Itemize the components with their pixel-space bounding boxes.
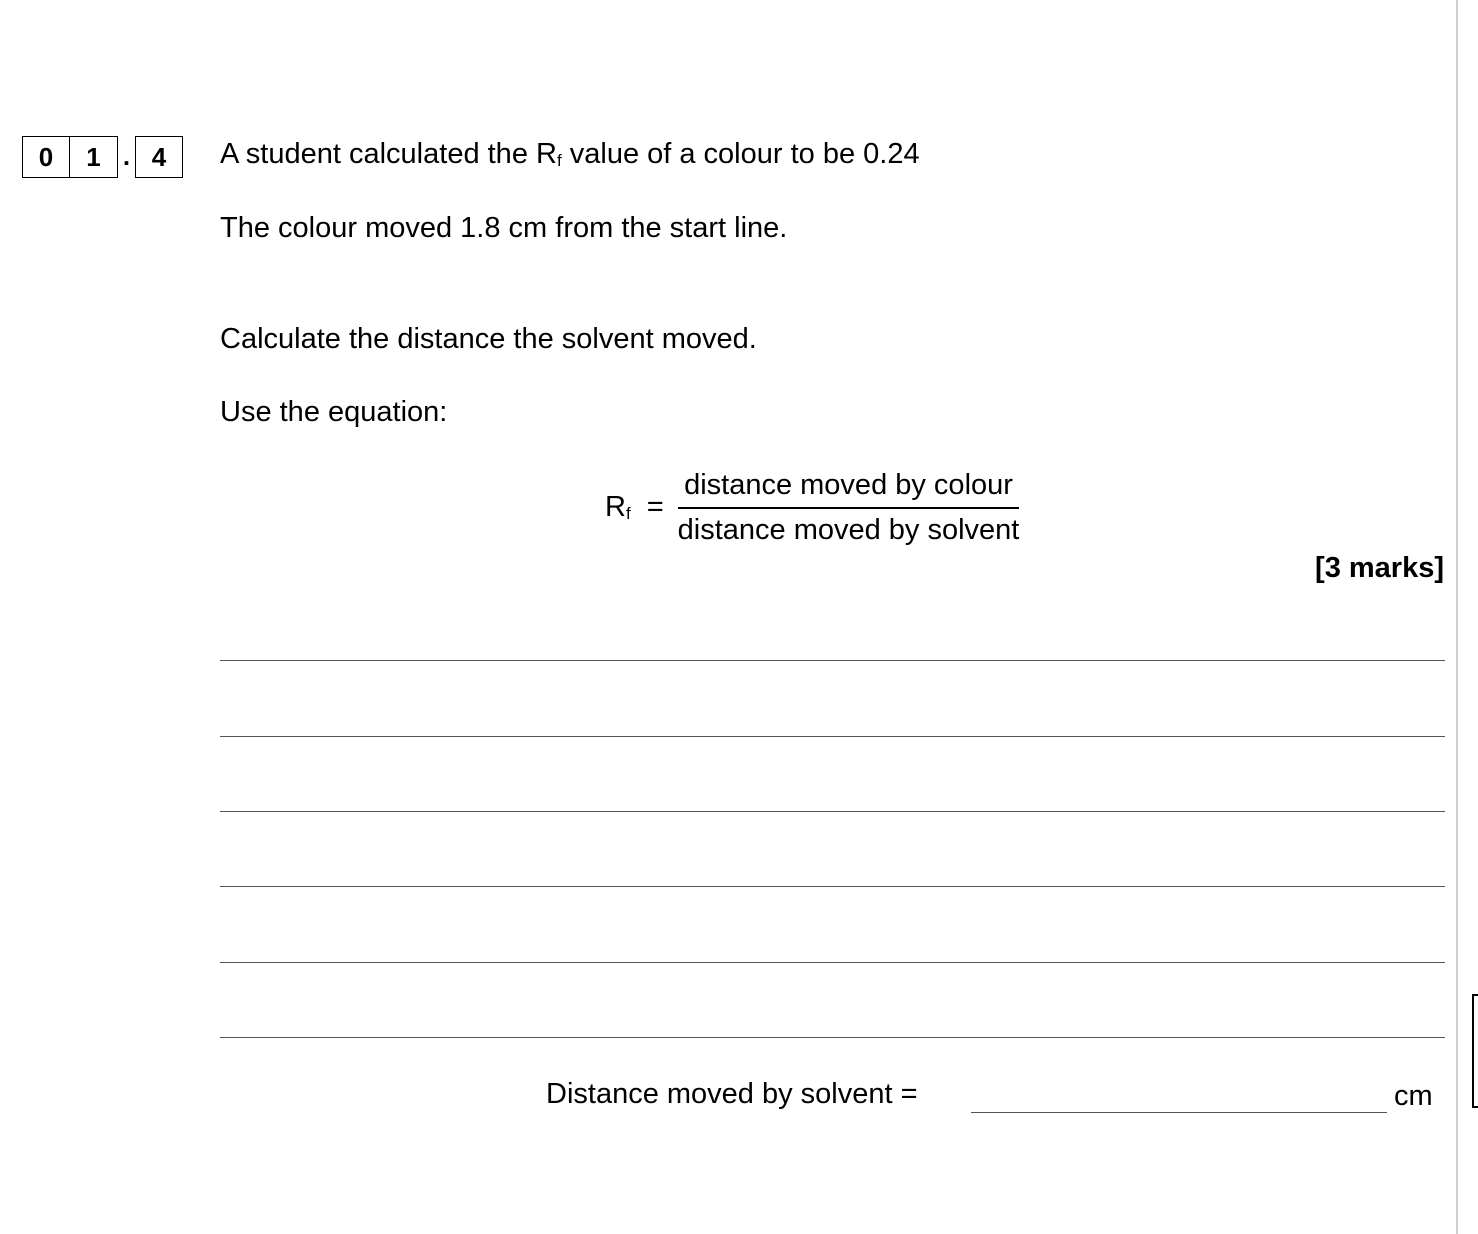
stem-line-rf-value: [220, 136, 920, 172]
question-digit-box: 0: [22, 136, 70, 178]
final-answer-label: Distance moved by solvent =: [546, 1078, 918, 1110]
stem-equation-intro: Use the equation:: [220, 396, 448, 428]
stem-line-rf-subscript: f: [556, 151, 562, 170]
question-digit-box: 1: [70, 136, 118, 178]
stem-line-colour-moved: The colour moved 1.8 cm from the start line.: [220, 212, 788, 244]
working-line[interactable]: [220, 736, 1445, 737]
rf-equation: [605, 464, 1019, 550]
stem-instruction: Calculate the distance the solvent moved.: [220, 323, 757, 355]
equation-equals: =: [646, 490, 664, 523]
equation-lhs-symbol: R: [605, 490, 626, 523]
equation-numerator: distance moved by colour: [684, 468, 1013, 501]
working-line[interactable]: [220, 811, 1445, 812]
equation-lhs-subscript: f: [625, 503, 631, 523]
final-answer-unit: cm: [1394, 1080, 1433, 1112]
page-margin-rule: [1456, 0, 1458, 1234]
equation-denominator: distance moved by solvent: [677, 513, 1020, 546]
working-line[interactable]: [220, 660, 1445, 661]
margin-marks-box: [1472, 994, 1478, 1108]
question-separator: .: [122, 141, 131, 171]
question-number: [22, 136, 183, 178]
question-part-box: 4: [135, 136, 183, 178]
working-line[interactable]: [220, 962, 1445, 963]
working-line[interactable]: [220, 1037, 1445, 1038]
stem-line-rf-pre: A student calculated the R: [220, 138, 557, 170]
marks-label: [3 marks]: [1315, 552, 1444, 584]
stem-line-rf-post: value of a colour to be 0.24: [561, 138, 920, 170]
equation-lhs: [605, 490, 631, 523]
final-answer-field[interactable]: [971, 1112, 1387, 1113]
working-line[interactable]: [220, 886, 1445, 887]
equation-fraction: [678, 468, 1020, 547]
